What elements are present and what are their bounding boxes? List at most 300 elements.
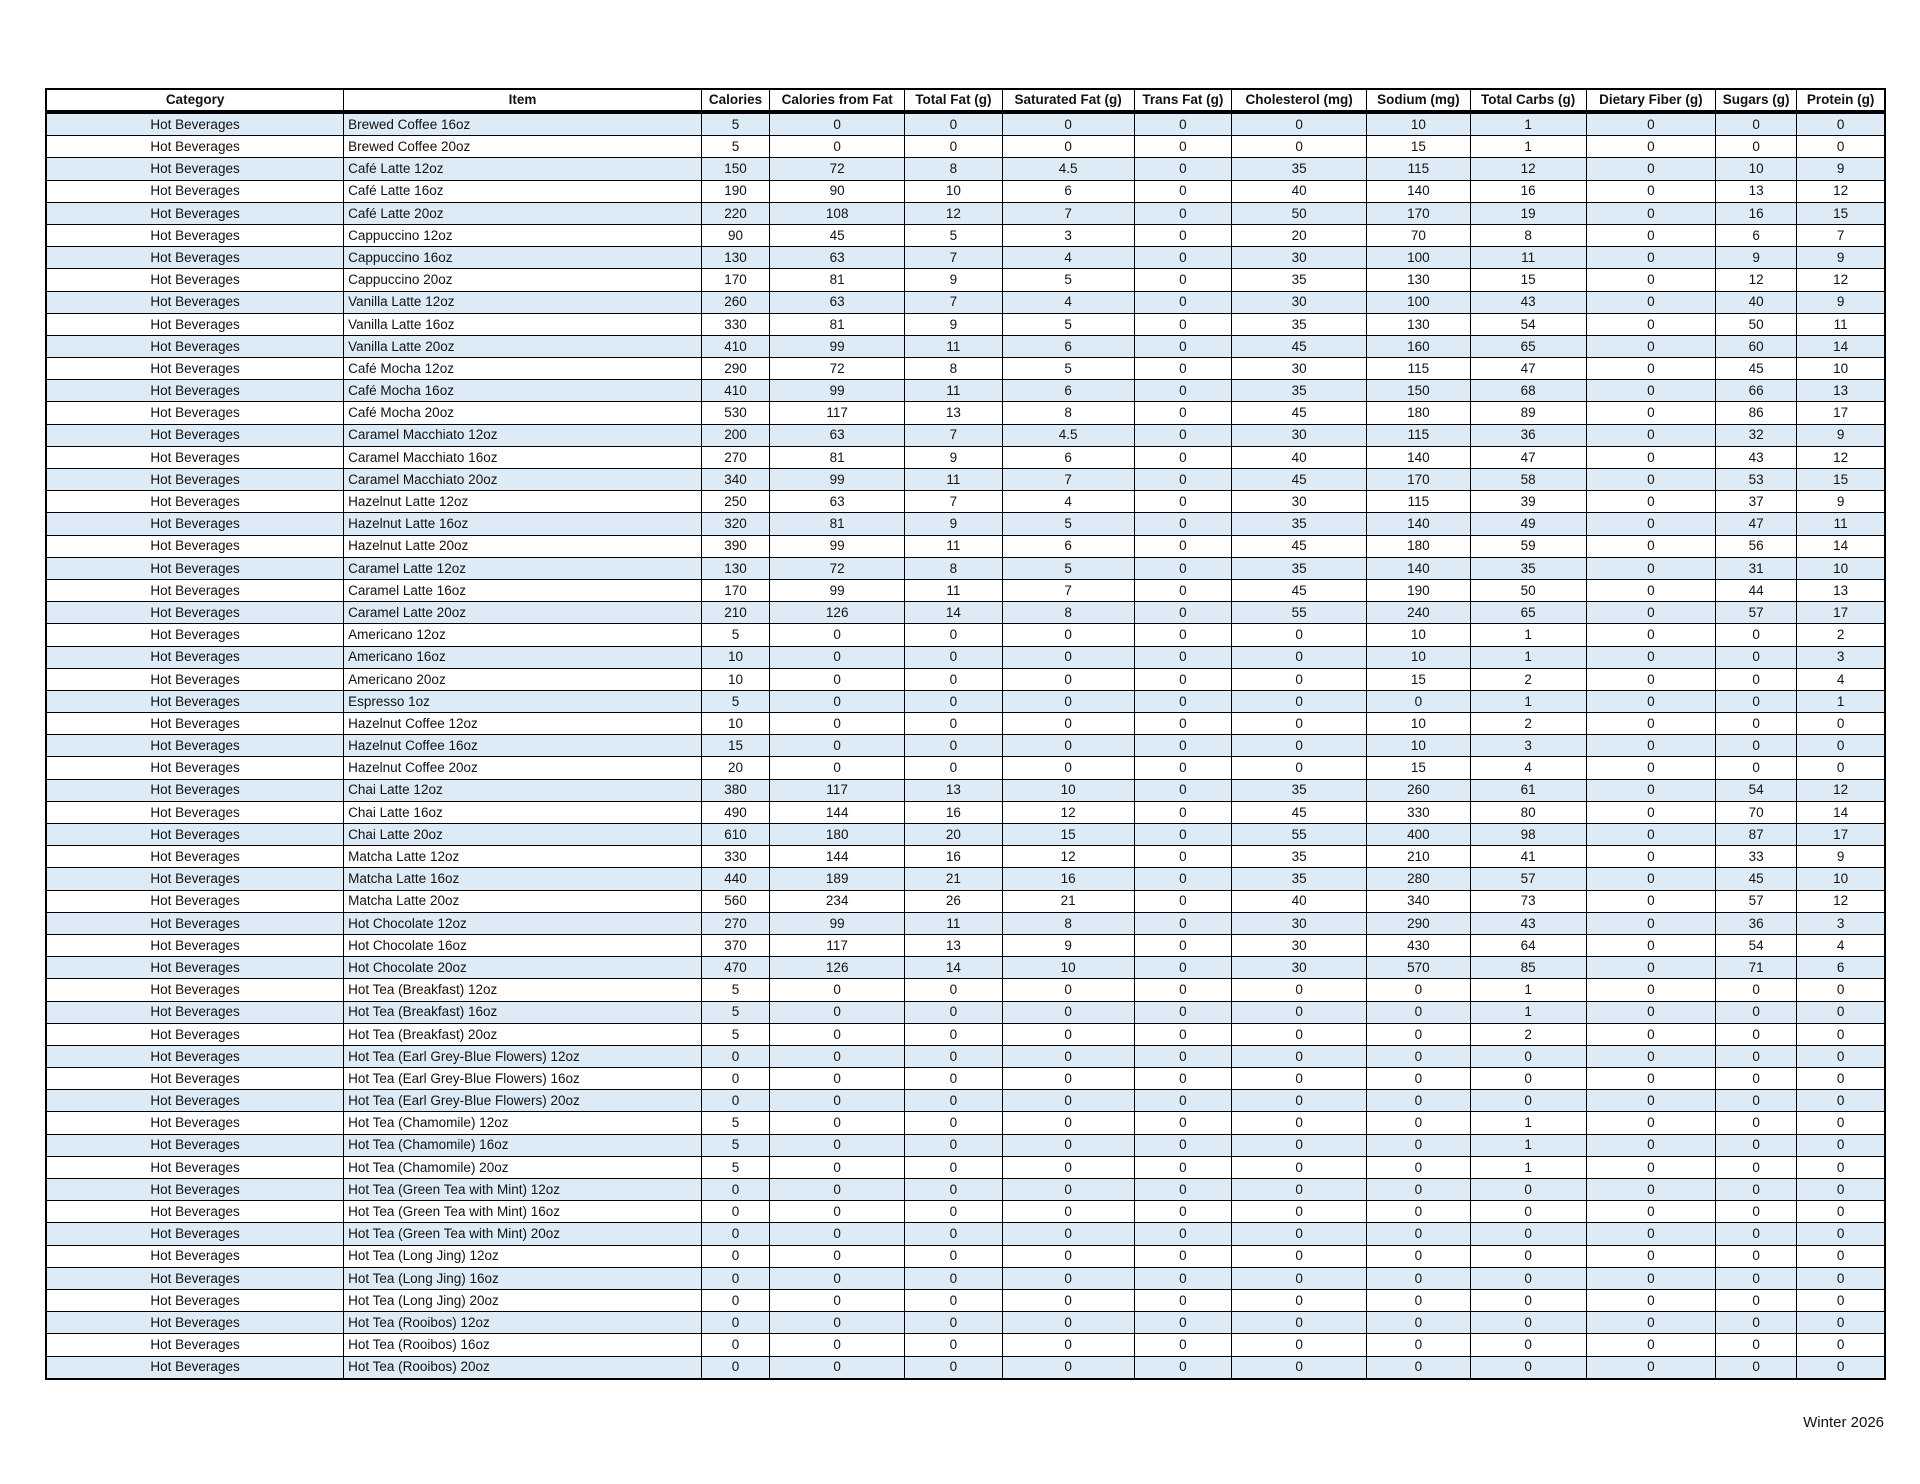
value-cell: 4.5 [1002,158,1134,180]
value-cell: 0 [1134,335,1231,357]
value-cell: 320 [701,513,769,535]
value-cell: 115 [1367,424,1470,446]
value-cell: 234 [770,890,905,912]
table-row [47,1001,1884,1023]
value-cell: 0 [1232,735,1367,757]
value-cell: 0 [770,1001,905,1023]
item-cell: Hot Tea (Long Jing) 20oz [344,1289,702,1311]
table-row [47,1090,1884,1112]
value-cell: 0 [1134,224,1231,246]
value-cell: 45 [1232,469,1367,491]
table-row [47,1179,1884,1201]
table-row [47,291,1884,313]
value-cell: 1 [1470,1001,1586,1023]
value-cell: 0 [1716,1334,1797,1356]
value-cell: 47 [1470,358,1586,380]
value-cell: 16 [1716,202,1797,224]
value-cell: 0 [1134,602,1231,624]
value-cell: 16 [905,846,1002,868]
value-cell: 490 [701,801,769,823]
value-cell: 180 [770,824,905,846]
value-cell: 0 [1367,1289,1470,1311]
value-cell: 0 [1797,112,1884,136]
value-cell: 12 [1002,846,1134,868]
value-cell: 0 [1367,1112,1470,1134]
value-cell: 0 [1797,1001,1884,1023]
value-cell: 130 [701,247,769,269]
value-cell: 0 [1134,957,1231,979]
value-cell: 9 [1797,247,1884,269]
value-cell: 126 [770,957,905,979]
value-cell: 250 [701,491,769,513]
table-row [47,269,1884,291]
value-cell: 0 [1134,713,1231,735]
value-cell: 0 [1002,1223,1134,1245]
value-cell: 0 [1470,1289,1586,1311]
value-cell: 7 [1002,202,1134,224]
value-cell: 0 [1716,1023,1797,1045]
value-cell: 0 [701,1289,769,1311]
value-cell: 21 [1002,890,1134,912]
value-cell: 80 [1470,801,1586,823]
value-cell: 0 [1716,1289,1797,1311]
table-row [47,890,1884,912]
category-cell: Hot Beverages [47,202,344,224]
value-cell: 30 [1232,291,1367,313]
value-cell: 0 [1134,380,1231,402]
value-cell: 43 [1470,291,1586,313]
value-cell: 58 [1470,469,1586,491]
value-cell: 0 [770,1356,905,1378]
item-cell: Hot Tea (Rooibos) 16oz [344,1334,702,1356]
item-cell: Americano 16oz [344,646,702,668]
value-cell: 0 [1002,757,1134,779]
value-cell: 189 [770,868,905,890]
value-cell: 0 [1797,1289,1884,1311]
value-cell: 180 [1367,402,1470,424]
table-row [47,846,1884,868]
item-cell: Hot Tea (Long Jing) 12oz [344,1245,702,1267]
value-cell: 0 [770,735,905,757]
value-cell: 13 [1797,579,1884,601]
value-cell: 3 [1470,735,1586,757]
category-cell: Hot Beverages [47,1245,344,1267]
category-cell: Hot Beverages [47,846,344,868]
value-cell: 16 [1470,180,1586,202]
value-cell: 0 [1232,1201,1367,1223]
value-cell: 55 [1232,602,1367,624]
value-cell: 130 [1367,269,1470,291]
value-cell: 5 [701,136,769,158]
value-cell: 11 [1797,513,1884,535]
value-cell: 0 [1232,668,1367,690]
value-cell: 47 [1716,513,1797,535]
value-cell: 9 [1797,491,1884,513]
value-cell: 0 [1134,1156,1231,1178]
value-cell: 7 [905,424,1002,446]
value-cell: 0 [1134,1312,1231,1334]
value-cell: 0 [1134,1112,1231,1134]
value-cell: 11 [905,380,1002,402]
value-cell: 99 [770,380,905,402]
column-header: Dietary Fiber (g) [1586,90,1715,112]
value-cell: 0 [701,1201,769,1223]
value-cell: 170 [1367,202,1470,224]
value-cell: 290 [701,358,769,380]
value-cell: 14 [1797,535,1884,557]
value-cell: 81 [770,513,905,535]
value-cell: 0 [905,112,1002,136]
value-cell: 0 [701,1068,769,1090]
value-cell: 0 [1002,112,1134,136]
value-cell: 0 [770,1267,905,1289]
value-cell: 117 [770,934,905,956]
column-header: Calories from Fat [770,90,905,112]
item-cell: Hot Tea (Rooibos) 20oz [344,1356,702,1378]
value-cell: 0 [1586,1023,1715,1045]
column-header: Cholesterol (mg) [1232,90,1367,112]
value-cell: 260 [1367,779,1470,801]
item-cell: Cappuccino 16oz [344,247,702,269]
value-cell: 115 [1367,358,1470,380]
value-cell: 11 [905,912,1002,934]
value-cell: 53 [1716,469,1797,491]
column-header: Sugars (g) [1716,90,1797,112]
value-cell: 0 [905,1334,1002,1356]
value-cell: 5 [905,224,1002,246]
value-cell: 0 [1586,224,1715,246]
value-cell: 5 [701,1001,769,1023]
table-row [47,136,1884,158]
value-cell: 65 [1470,602,1586,624]
value-cell: 11 [1797,313,1884,335]
value-cell: 160 [1367,335,1470,357]
value-cell: 12 [1470,158,1586,180]
value-cell: 0 [1470,1090,1586,1112]
value-cell: 7 [1002,469,1134,491]
item-cell: Hot Tea (Chamomile) 20oz [344,1156,702,1178]
value-cell: 0 [1134,202,1231,224]
item-cell: Caramel Latte 20oz [344,602,702,624]
value-cell: 0 [1586,469,1715,491]
value-cell: 0 [1367,1179,1470,1201]
value-cell: 20 [905,824,1002,846]
value-cell: 30 [1232,957,1367,979]
value-cell: 0 [1586,1045,1715,1067]
item-cell: Hot Tea (Breakfast) 16oz [344,1001,702,1023]
value-cell: 9 [1797,291,1884,313]
item-cell: Hot Tea (Green Tea with Mint) 20oz [344,1223,702,1245]
value-cell: 0 [1716,1312,1797,1334]
table-row [47,624,1884,646]
value-cell: 0 [905,757,1002,779]
value-cell: 0 [1797,136,1884,158]
value-cell: 65 [1470,335,1586,357]
value-cell: 0 [905,1201,1002,1223]
value-cell: 7 [1797,224,1884,246]
value-cell: 9 [905,513,1002,535]
value-cell: 0 [1586,646,1715,668]
value-cell: 90 [701,224,769,246]
value-cell: 13 [1716,180,1797,202]
footer-season-label: Winter 2026 [1803,1414,1884,1431]
table-row [47,557,1884,579]
value-cell: 0 [905,1023,1002,1045]
category-cell: Hot Beverages [47,112,344,136]
item-cell: Caramel Latte 16oz [344,579,702,601]
value-cell: 0 [1797,713,1884,735]
value-cell: 0 [1797,1223,1884,1245]
value-cell: 6 [1002,535,1134,557]
value-cell: 0 [1716,979,1797,1001]
value-cell: 0 [701,1312,769,1334]
value-cell: 14 [1797,801,1884,823]
value-cell: 9 [905,269,1002,291]
value-cell: 43 [1716,446,1797,468]
item-cell: Chai Latte 16oz [344,801,702,823]
value-cell: 0 [1586,1289,1715,1311]
value-cell: 73 [1470,890,1586,912]
value-cell: 40 [1232,446,1367,468]
value-cell: 0 [905,1068,1002,1090]
value-cell: 0 [905,1223,1002,1245]
value-cell: 10 [1002,779,1134,801]
value-cell: 0 [1716,1245,1797,1267]
item-cell: Café Latte 20oz [344,202,702,224]
value-cell: 0 [1367,1045,1470,1067]
value-cell: 10 [701,646,769,668]
value-cell: 0 [1002,1045,1134,1067]
value-cell: 0 [1002,1179,1134,1201]
value-cell: 0 [1232,1289,1367,1311]
value-cell: 40 [1716,291,1797,313]
value-cell: 0 [905,136,1002,158]
value-cell: 0 [1586,269,1715,291]
value-cell: 10 [701,713,769,735]
value-cell: 190 [701,180,769,202]
value-cell: 117 [770,402,905,424]
value-cell: 60 [1716,335,1797,357]
category-cell: Hot Beverages [47,1223,344,1245]
value-cell: 0 [905,979,1002,1001]
table-row [47,579,1884,601]
value-cell: 39 [1470,491,1586,513]
value-cell: 57 [1470,868,1586,890]
value-cell: 15 [1367,668,1470,690]
value-cell: 330 [701,313,769,335]
value-cell: 0 [1134,912,1231,934]
category-cell: Hot Beverages [47,446,344,468]
value-cell: 270 [701,446,769,468]
value-cell: 0 [1797,1179,1884,1201]
value-cell: 0 [1367,690,1470,712]
value-cell: 0 [1586,247,1715,269]
value-cell: 100 [1367,291,1470,313]
item-cell: Hot Tea (Earl Grey-Blue Flowers) 20oz [344,1090,702,1112]
table-row [47,690,1884,712]
item-cell: Matcha Latte 20oz [344,890,702,912]
value-cell: 0 [1716,1045,1797,1067]
table-body [47,112,1884,1378]
category-cell: Hot Beverages [47,602,344,624]
item-cell: Hazelnut Latte 12oz [344,491,702,513]
value-cell: 0 [1002,735,1134,757]
value-cell: 0 [770,757,905,779]
value-cell: 170 [701,579,769,601]
value-cell: 0 [1716,1068,1797,1090]
value-cell: 10 [1797,868,1884,890]
category-cell: Hot Beverages [47,1045,344,1067]
value-cell: 0 [1716,1156,1797,1178]
value-cell: 6 [1716,224,1797,246]
value-cell: 0 [1134,1179,1231,1201]
value-cell: 30 [1232,247,1367,269]
value-cell: 35 [1232,313,1367,335]
value-cell: 200 [701,424,769,446]
value-cell: 35 [1232,513,1367,535]
table-row [47,1045,1884,1067]
value-cell: 13 [905,934,1002,956]
value-cell: 0 [1232,1090,1367,1112]
table-row [47,180,1884,202]
value-cell: 0 [905,1045,1002,1067]
value-cell: 440 [701,868,769,890]
value-cell: 99 [770,535,905,557]
value-cell: 9 [1002,934,1134,956]
table-row [47,1223,1884,1245]
value-cell: 0 [905,1179,1002,1201]
category-cell: Hot Beverages [47,957,344,979]
value-cell: 11 [905,535,1002,557]
value-cell: 10 [1797,358,1884,380]
category-cell: Hot Beverages [47,1090,344,1112]
category-cell: Hot Beverages [47,690,344,712]
value-cell: 13 [905,402,1002,424]
value-cell: 0 [1134,358,1231,380]
value-cell: 0 [770,1245,905,1267]
column-header: Category [47,90,344,112]
value-cell: 10 [1367,112,1470,136]
item-cell: Hazelnut Latte 16oz [344,513,702,535]
table-row [47,513,1884,535]
value-cell: 56 [1716,535,1797,557]
value-cell: 0 [1134,1356,1231,1378]
value-cell: 144 [770,801,905,823]
item-cell: Café Mocha 12oz [344,358,702,380]
category-cell: Hot Beverages [47,136,344,158]
item-cell: Brewed Coffee 16oz [344,112,702,136]
value-cell: 0 [1586,735,1715,757]
value-cell: 9 [905,313,1002,335]
value-cell: 5 [701,979,769,1001]
value-cell: 0 [1232,1245,1367,1267]
value-cell: 6 [1002,446,1134,468]
table-row [47,535,1884,557]
value-cell: 0 [1367,1134,1470,1156]
category-cell: Hot Beverages [47,579,344,601]
value-cell: 0 [1134,1223,1231,1245]
value-cell: 0 [701,1334,769,1356]
item-cell: Café Latte 12oz [344,158,702,180]
value-cell: 0 [1232,713,1367,735]
item-cell: Vanilla Latte 20oz [344,335,702,357]
value-cell: 0 [1586,1356,1715,1378]
value-cell: 12 [1797,269,1884,291]
category-cell: Hot Beverages [47,557,344,579]
table-row [47,779,1884,801]
column-header: Sodium (mg) [1367,90,1470,112]
item-cell: Hot Chocolate 12oz [344,912,702,934]
value-cell: 0 [1134,824,1231,846]
value-cell: 86 [1716,402,1797,424]
value-cell: 72 [770,358,905,380]
value-cell: 0 [1134,424,1231,446]
value-cell: 8 [1002,602,1134,624]
item-cell: Americano 12oz [344,624,702,646]
item-cell: Hot Tea (Rooibos) 12oz [344,1312,702,1334]
value-cell: 8 [1470,224,1586,246]
value-cell: 0 [1002,1201,1134,1223]
value-cell: 0 [1586,668,1715,690]
value-cell: 0 [770,646,905,668]
value-cell: 0 [1586,579,1715,601]
value-cell: 11 [905,335,1002,357]
category-cell: Hot Beverages [47,668,344,690]
value-cell: 6 [1797,957,1884,979]
value-cell: 0 [905,1134,1002,1156]
value-cell: 170 [1367,469,1470,491]
value-cell: 0 [1586,1179,1715,1201]
category-cell: Hot Beverages [47,1112,344,1134]
value-cell: 81 [770,313,905,335]
value-cell: 17 [1797,824,1884,846]
value-cell: 45 [1232,335,1367,357]
value-cell: 1 [1470,646,1586,668]
value-cell: 0 [1134,934,1231,956]
value-cell: 0 [1232,1356,1367,1378]
value-cell: 4 [1002,491,1134,513]
category-cell: Hot Beverages [47,469,344,491]
value-cell: 0 [770,1312,905,1334]
value-cell: 35 [1232,380,1367,402]
value-cell: 0 [701,1090,769,1112]
category-cell: Hot Beverages [47,358,344,380]
value-cell: 17 [1797,402,1884,424]
item-cell: Caramel Macchiato 12oz [344,424,702,446]
value-cell: 0 [1586,624,1715,646]
value-cell: 5 [1002,313,1134,335]
value-cell: 5 [701,1023,769,1045]
value-cell: 290 [1367,912,1470,934]
value-cell: 0 [770,1201,905,1223]
value-cell: 0 [770,690,905,712]
value-cell: 0 [1586,513,1715,535]
value-cell: 50 [1716,313,1797,335]
value-cell: 12 [1797,180,1884,202]
value-cell: 63 [770,491,905,513]
value-cell: 54 [1716,779,1797,801]
value-cell: 35 [1232,868,1367,890]
value-cell: 35 [1232,269,1367,291]
category-cell: Hot Beverages [47,1289,344,1311]
value-cell: 40 [1232,890,1367,912]
value-cell: 0 [1134,779,1231,801]
value-cell: 0 [1134,846,1231,868]
value-cell: 0 [1232,1312,1367,1334]
value-cell: 57 [1716,602,1797,624]
value-cell: 0 [1586,713,1715,735]
value-cell: 1 [1470,979,1586,1001]
